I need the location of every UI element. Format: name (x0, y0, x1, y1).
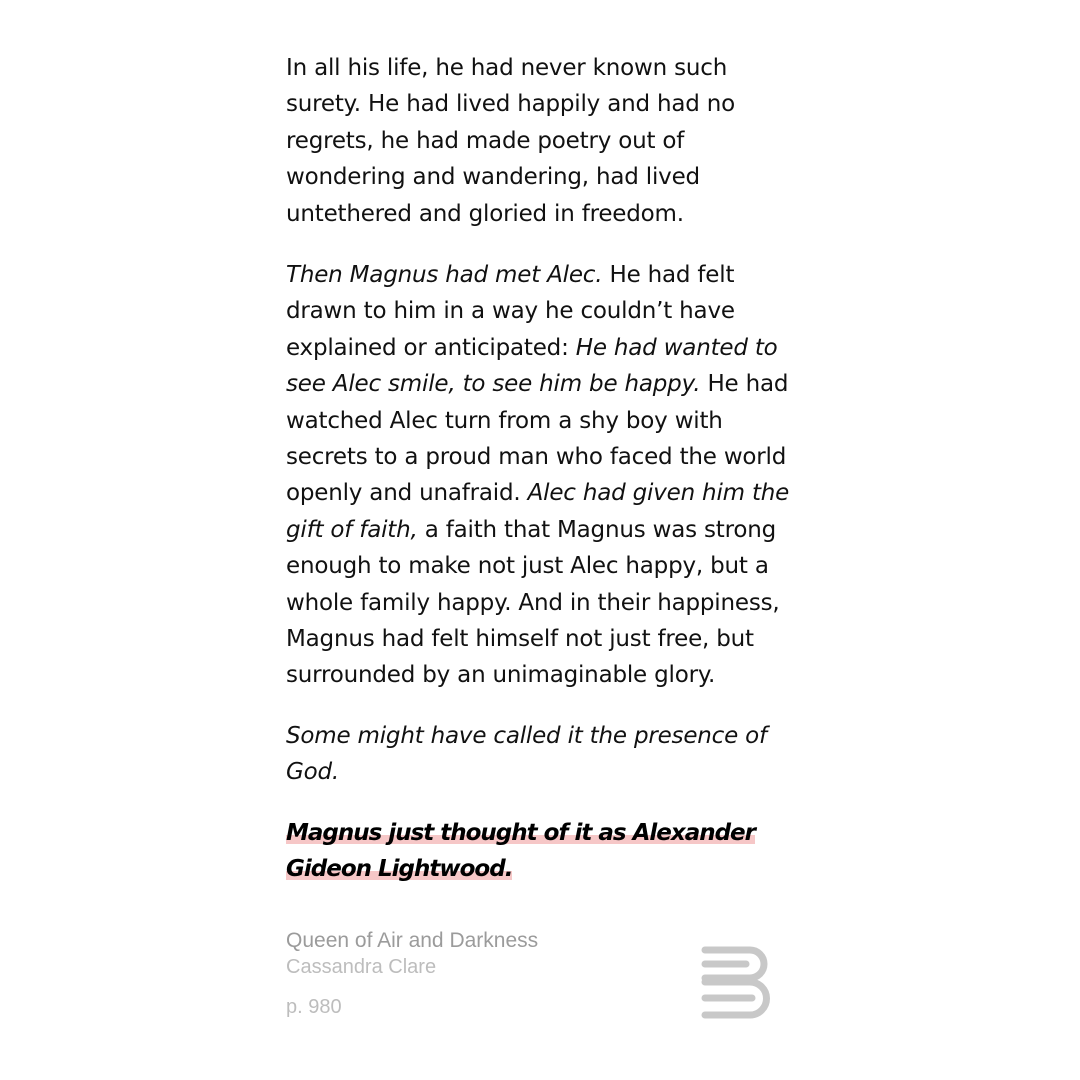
highlighted-quote: Magnus just thought of it as Alexander Gideon Lightwood. (286, 820, 755, 883)
quote-paragraph-2 (286, 257, 806, 694)
paragraph-2-text-3: a faith that Magnus was strong enough to make not just Alec happy, but a whole family happy. And in their happiness, Magnus had felt himself not just free, but surrounded by an unimaginable glory. (286, 516, 780, 689)
italic-paragraph-3: Some might have called it the presence of God. (286, 723, 767, 786)
paragraph-2-text-2: He had watched Alec turn from a shy boy with secrets to a proud man who faced the world openly and unafraid. (286, 371, 789, 507)
paragraph-1-text: In all his life, he had never known such surety. He had lived happily and had no regrets, he had made poetry out of wondering and wandering, had lived untethered and gloried in freedom. (286, 55, 736, 227)
italic-phrase-2: He had wanted to see Alec smile, to see him be happy. (286, 334, 778, 398)
source-citation (286, 928, 538, 1020)
book-title: Queen of Air and Darkness (286, 929, 539, 952)
page-number: p. 980 (286, 996, 342, 1018)
quote-paragraph-3 (286, 718, 806, 791)
book-author: Cassandra Clare (286, 956, 437, 978)
quote-paragraph-4 (286, 815, 806, 888)
paragraph-2-text-1: He had felt drawn to him in a way he couldn’t have explained or anticipated: (286, 262, 735, 361)
italic-phrase-1: Then Magnus had met Alec. (286, 262, 603, 288)
quote-paragraph-1 (286, 50, 806, 232)
bookmate-b-logo-icon (700, 944, 776, 1020)
italic-phrase-3: Alec had given him the gift of faith, (286, 480, 790, 543)
